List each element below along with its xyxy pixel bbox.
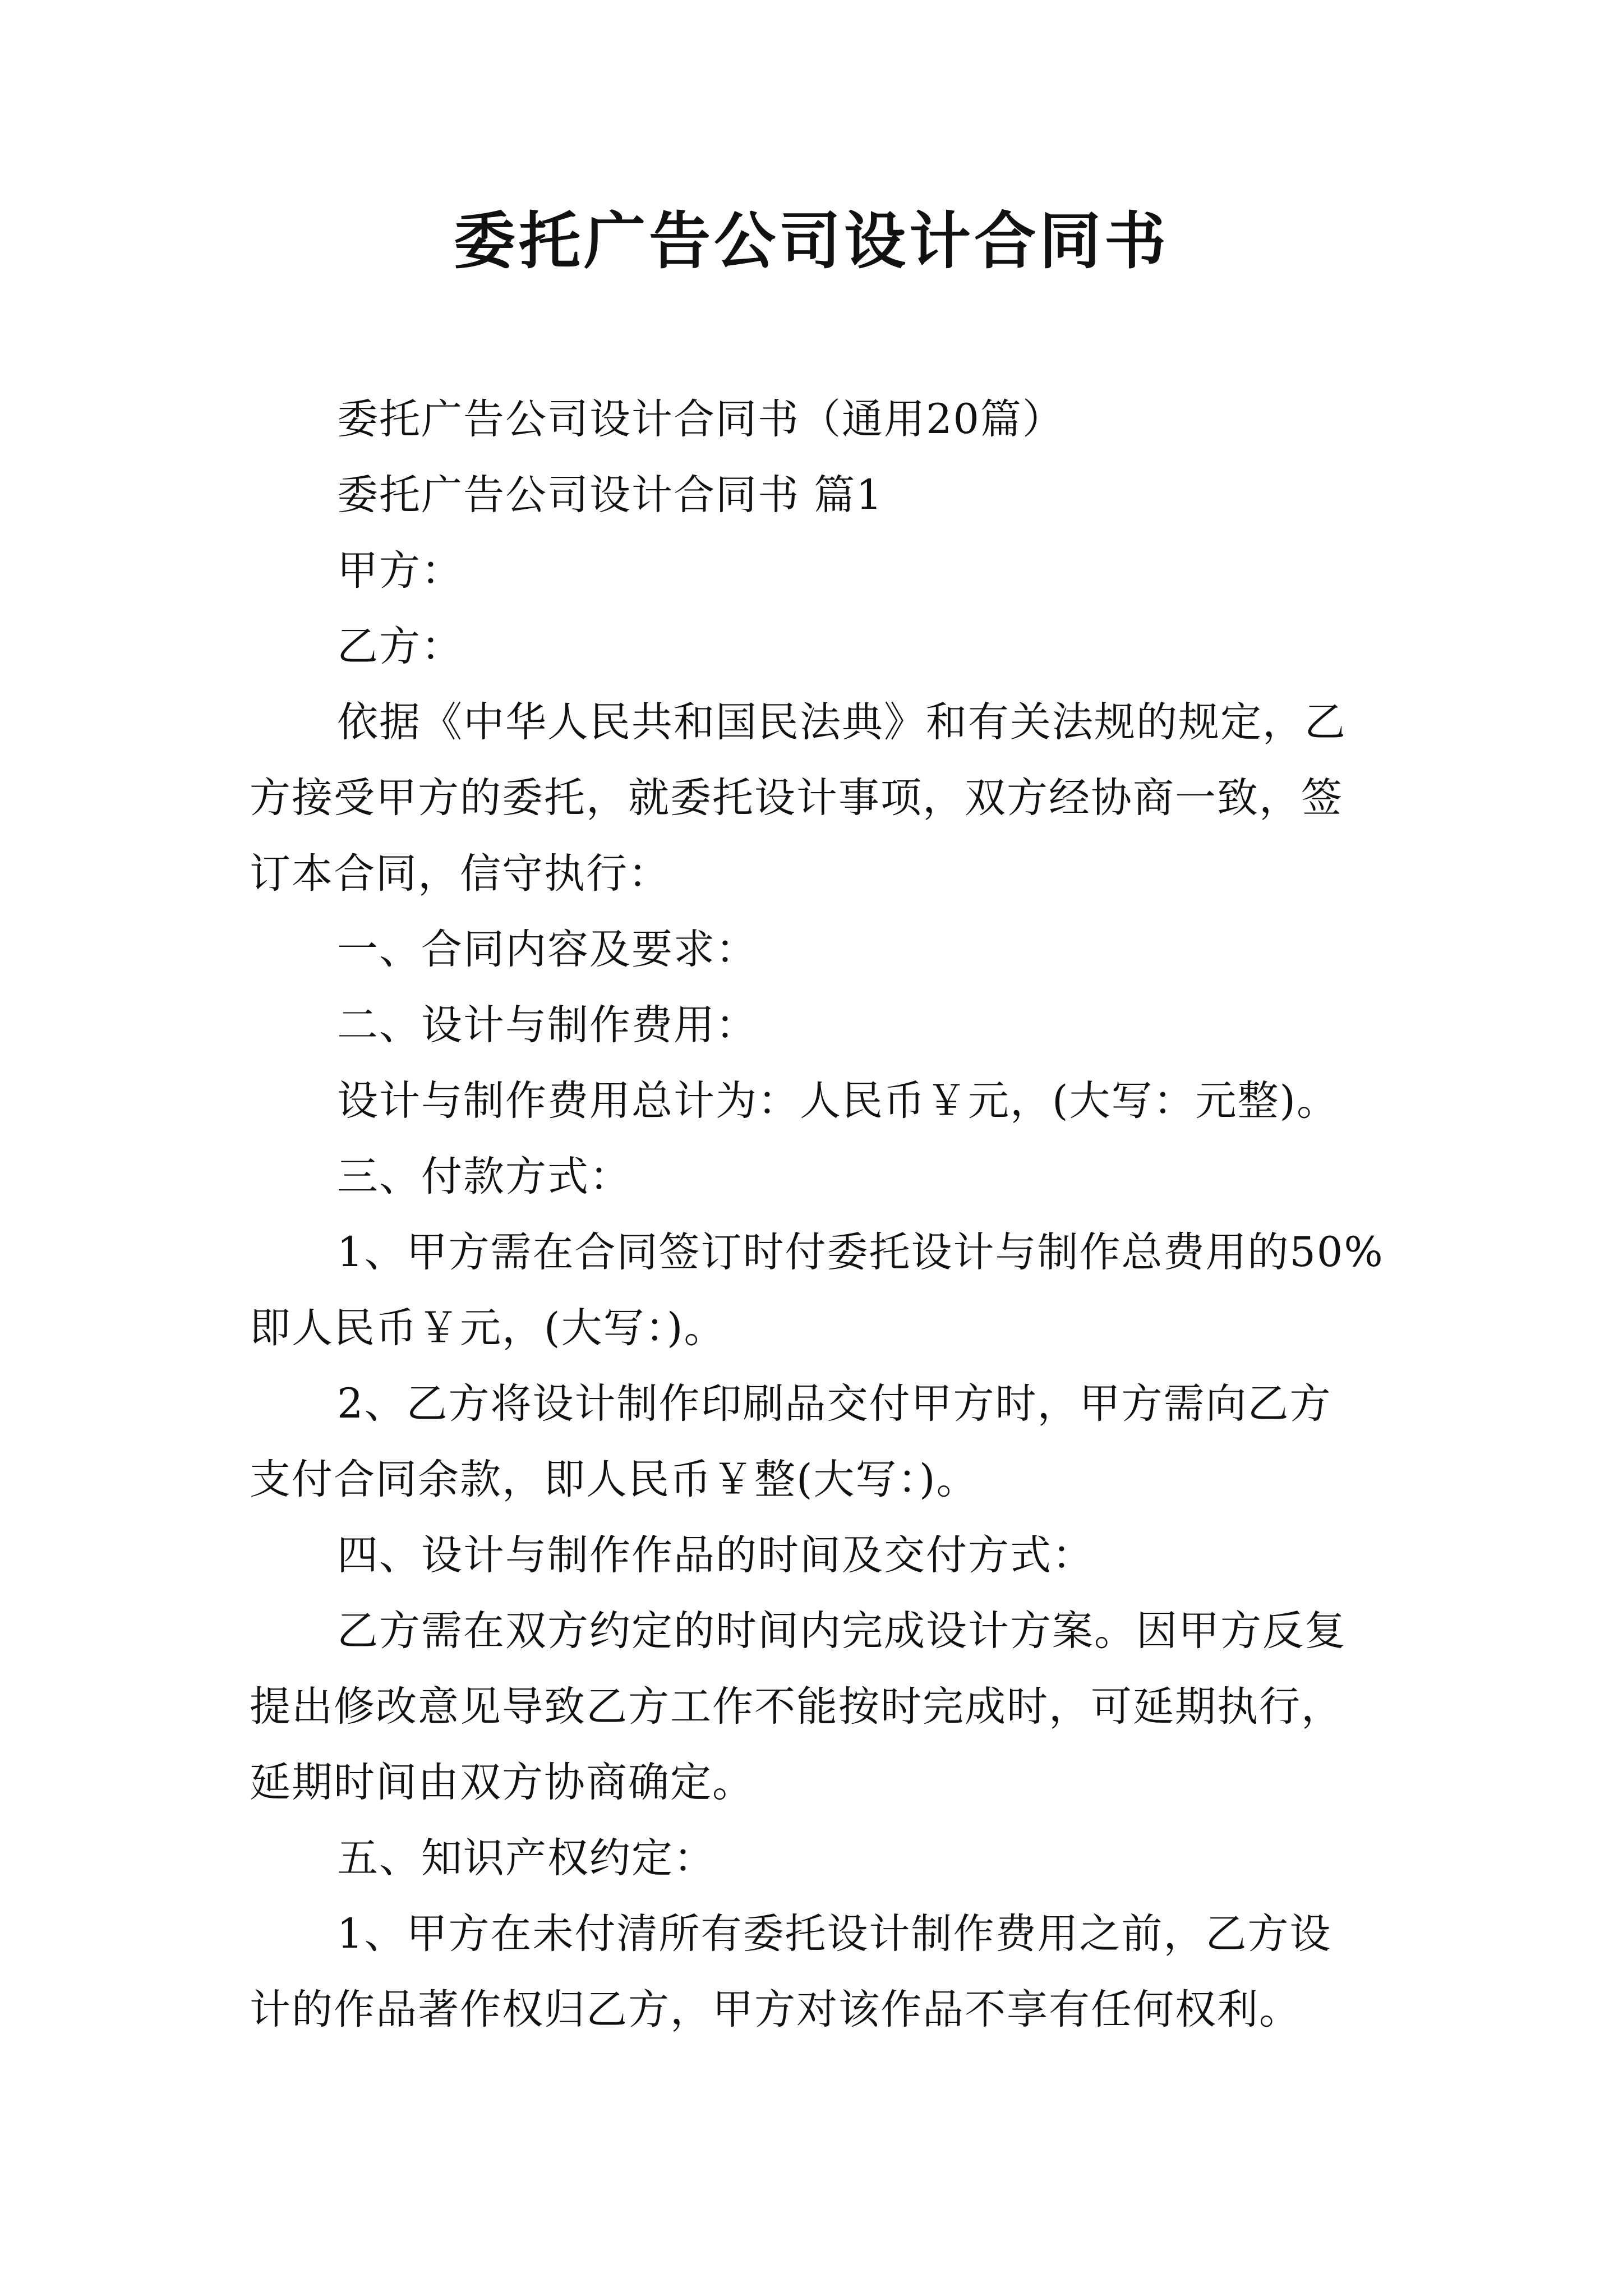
paragraph-subtitle	[250, 381, 1405, 457]
paragraph-clause-3-heading	[250, 1139, 1405, 1214]
paragraph-ip-1	[250, 1896, 1405, 2047]
paragraph-clause-2-heading	[250, 987, 1405, 1063]
paragraph-line: 1、甲方在未付清所有委托设计制作费用之前，乙方设	[337, 1910, 1332, 1958]
paragraph-line: 订本合同，信守执行：	[250, 850, 670, 898]
paragraph-party-a	[250, 533, 1405, 609]
paragraph-line: 延期时间由双方协商确定。	[250, 1759, 754, 1806]
paragraph-line: 支付合同余款，即人民币￥整(大写：)。	[250, 1456, 979, 1503]
paragraph-line: 委托广告公司设计合同书（通用20篇）	[337, 395, 1064, 443]
paragraph-line: 设计与制作费用总计为：人民币￥元，(大写：元整)。	[337, 1077, 1339, 1125]
paragraph-clause-1-heading	[250, 912, 1405, 987]
paragraph-delivery-terms	[250, 1593, 1405, 1820]
paragraph-fee-total	[250, 1063, 1405, 1139]
paragraph-line: 提出修改意见导致乙方工作不能按时完成时，可延期执行，	[250, 1683, 1343, 1731]
paragraph-line: 一、合同内容及要求：	[337, 926, 758, 973]
paragraph-line: 2、乙方将设计制作印刷品交付甲方时，甲方需向乙方	[337, 1380, 1332, 1428]
paragraph-line: 乙方需在双方约定的时间内完成设计方案。因甲方反复	[337, 1607, 1347, 1655]
paragraph-section-heading	[250, 457, 1405, 533]
paragraph-line: 方接受甲方的委托，就委托设计事项，双方经协商一致，签	[250, 774, 1343, 822]
paragraph-line: 依据《中华人民共和国民法典》和有关法规的规定，乙	[337, 698, 1347, 746]
paragraph-line: 计的作品著作权归乙方，甲方对该作品不享有任何权利。	[250, 1986, 1301, 2033]
paragraph-payment-2	[250, 1366, 1405, 1517]
paragraph-line: 委托广告公司设计合同书 篇1	[337, 471, 883, 519]
paragraph-line: 即人民币￥元，(大写：)。	[250, 1304, 726, 1352]
paragraph-line: 甲方：	[337, 547, 463, 595]
document-body	[250, 381, 1405, 2047]
paragraph-line: 乙方：	[337, 623, 463, 670]
paragraph-clause-4-heading	[250, 1517, 1405, 1593]
paragraph-line: 三、付款方式：	[337, 1153, 631, 1200]
paragraph-party-b	[250, 609, 1405, 684]
document-title: 委托广告公司设计合同书	[454, 205, 1169, 277]
paragraph-line: 1、甲方需在合同签订时付委托设计与制作总费用的50%	[337, 1228, 1384, 1276]
paragraph-line: 五、知识产权约定：	[337, 1834, 716, 1882]
paragraph-payment-1	[250, 1214, 1405, 1366]
paragraph-clause-5-heading	[250, 1820, 1405, 1896]
paragraph-preamble	[250, 684, 1405, 912]
paragraph-line: 二、设计与制作费用：	[337, 1001, 758, 1049]
paragraph-line: 四、设计与制作作品的时间及交付方式：	[337, 1531, 1094, 1579]
